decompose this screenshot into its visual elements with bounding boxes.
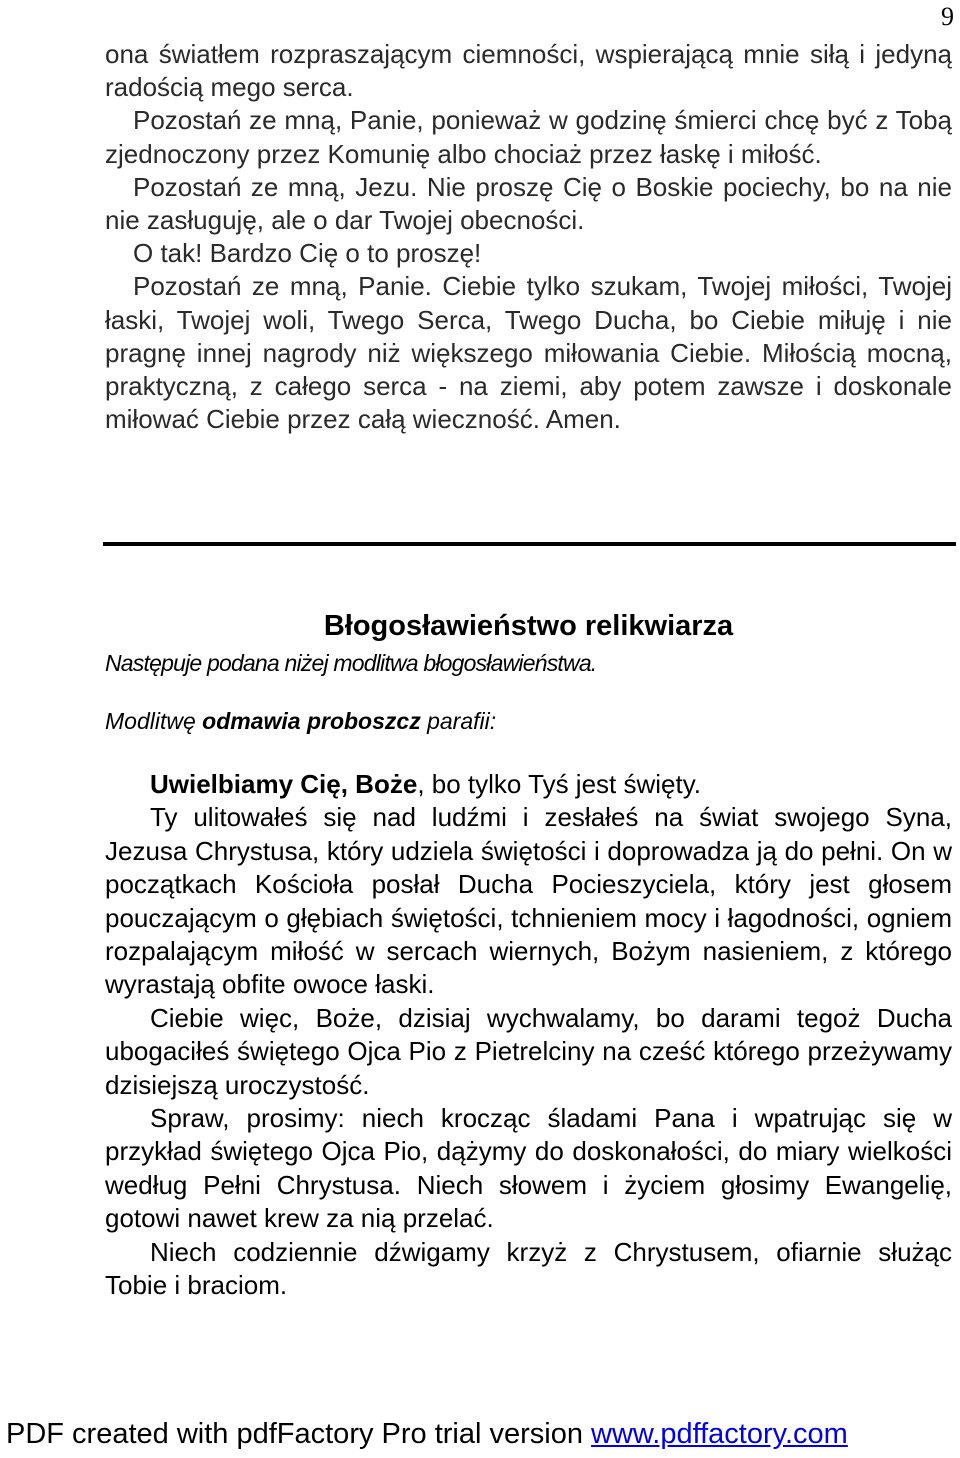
prayer-opening-bold: Uwielbiamy Cię, Boże (150, 769, 418, 799)
section-note: Następuje podana niżej modlitwa błogosławieństwa. (105, 650, 597, 676)
celebrant-bold: odmawia proboszcz (202, 708, 421, 734)
pdf-footer (6, 1416, 848, 1452)
prayer-paragraph (150, 768, 952, 801)
prayer-opening-rest: , bo tylko Tyś jest święty. (417, 769, 702, 799)
section-divider (103, 542, 956, 546)
celebrant-pre: Modlitwę (105, 708, 203, 734)
prayer-paragraph: Spraw, prosimy: niech krocząc śladami Pana i wpatrując się w przykład świętego Ojca Pio, dążymy do doskonałości, do miary wielkości według Pełni Chrystusa. Niech słowem i życiem głosimy Ewangelię, gotowi nawet krew za nią przelać. (105, 1103, 952, 1234)
paragraph: O tak! Bardzo Cię o to proszę! (133, 238, 482, 269)
prayer-paragraph: Ciebie więc, Boże, dzisiaj wychwalamy, bo darami tegoż Ducha ubogaciłeś świętego Ojca Pio z Pietrelciny na cześć którego przeżywamy dzisiejszą uroczystość. (105, 1002, 952, 1100)
footer-link[interactable]: www.pdffactory.com (591, 1418, 848, 1450)
prayer-text (105, 768, 952, 1303)
paragraph: Pozostań ze mną, Panie, ponieważ w godzinę śmierci chcę być z Tobą zjednoczony przez Komunię albo chociaż przez łaskę i miłość. (105, 105, 952, 169)
page-number: 9 (941, 2, 954, 31)
prayer-paragraph: Niech codziennie dźwigamy krzyż z Chrystusem, ofiarnie służąc Tobie i braciom. (105, 1236, 952, 1301)
prayer-paragraph: Ty ulitowałeś się nad ludźmi i zesłałeś na świat swojego Syna, Jezusa Chrystusa, który udziela świętości i doprowadza ją do pełni. On w początkach Kościoła posłał Ducha Pocieszyciela, który jest głosem pouczającym o głębiach świętości, tchnieniem mocy i łagodności, ogniem rozpalającym miłość w sercach wiernych, Bożym nasieniem, z którego wyrastają obfite owoce łaski. (105, 802, 952, 1000)
celebrant-instruction (105, 706, 952, 736)
paragraph: Pozostań ze mną, Panie. Ciebie tylko szukam, Twojej miłości, Twojej łaski, Twojej woli, Twego Serca, Twego Ducha, bo Ciebie miłuję i nie pragnę innej nagrody niż większego miłowania Ciebie. Miłością mocną, praktyczną, z całego serca - na ziemi, aby potem zawsze i doskonale miłować Ciebie przez całą wieczność. Amen. (105, 271, 952, 435)
top-text-block (105, 38, 952, 436)
paragraph: Pozostań ze mną, Jezu. Nie proszę Cię o Boskie pociechy, bo na nie nie zasługuję, ale o dar Twojej obecności. (105, 171, 952, 236)
section-title: Błogosławieństwo relikwiarza (323, 610, 734, 642)
paragraph: ona światłem rozpraszającym ciemności, wspierającą mnie siłą i jedyną radością mego serca. (105, 39, 952, 103)
footer-text: PDF created with pdfFactory Pro trial version (6, 1418, 592, 1450)
celebrant-post: parafii: (420, 708, 497, 734)
